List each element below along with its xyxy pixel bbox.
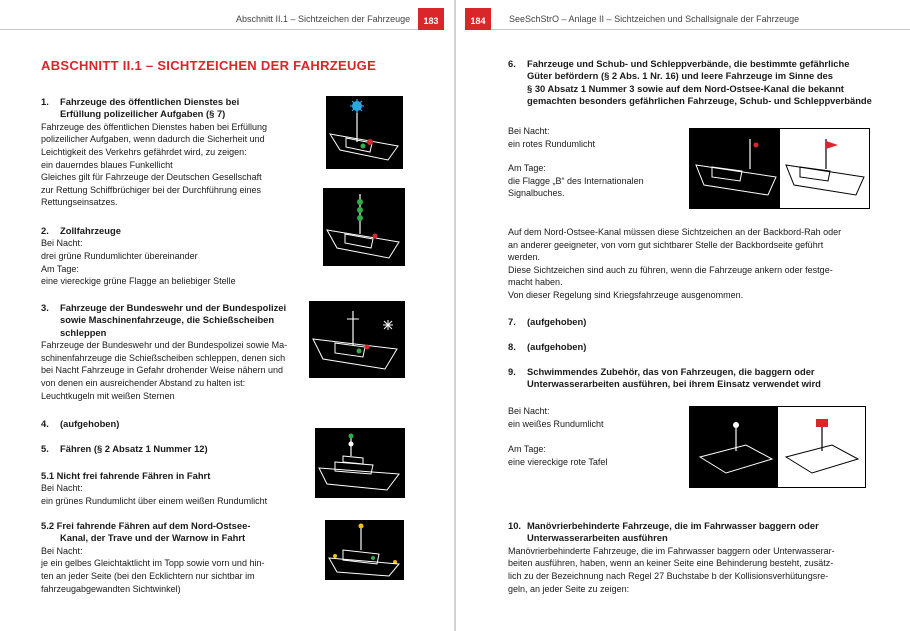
item-6-night: Bei Nacht: ein rotes Rundumlicht (508, 126, 596, 149)
item-5: 5. Fähren (§ 2 Absatz 1 Nummer 12) (41, 443, 208, 454)
dangerous-cargo-illustration (689, 128, 870, 209)
right-header-rule (491, 29, 910, 30)
item-3-text: Fahrzeuge der Bundeswehr und der Bundespolizei sowie Ma- schinenfahrzeuge die Schießscheiben schleppen, denen sich bei Nacht Fahrzeuge in Gefahr drohender Weise nähern und von denen ein ausreichender Abstand zu halten ist: Leuchtkugeln mit weißen Sternen (41, 340, 288, 401)
item-1-text: Fahrzeuge des öffentlichen Dienstes haben bei Erfüllung polizeilicher Aufgaben, wenn dadurch die Sicherheit und Leichtigkeit des Verkehrs gefährdet wird, zu zeigen: ein dauerndes blaues Funkellicht Gleiches gilt für Fahrzeuge der Deutschen Gesellschaft zur Rettung Schiffbrüchiger bei der Durchführung eines Rettungseinsatzes. (41, 121, 267, 208)
item-3: 3. Fahrzeuge der Bundeswehr und der Bundespolizei sowie Maschinenfahrzeuge, die Schießscheiben schleppen Fahrzeuge der Bundeswehr und der Bundespolizei sowie Ma- schinenfahrzeuge die Schießscheiben schleppen, denen sich bei Nacht Fahrzeuge in Gefahr drohender Weise nähern und von denen ein ausreichender Abstand zu halten ist: Leuchtkugeln mit weißen Sternen (41, 302, 311, 402)
item-5-1: 5.1 Nicht frei fahrende Fähren in Fahrt Bei Nacht: ein grünes Rundumlicht über einem weißen Rundumlicht (41, 470, 321, 508)
item-10-text: Manövrierbehinderte Fahrzeuge, die im Fahrwasser baggern oder Unterwasserar- beiten ausführen, haben, wenn an keiner Seite eine Behinderung besteht, zusätz- lich zu der Bezeichnung nach Regel 27 Buchstabe b der Kollisionsverhütungsre- geln, an jeder Seite zu zeigen: (508, 545, 835, 594)
right-page (456, 0, 910, 631)
right-running-header: SeeSchStrO – Anlage II – Sichtzeichen und Schallsignale der Fahrzeuge (509, 14, 800, 24)
item-8: 8. (aufgehoben) (508, 341, 587, 352)
left-page (0, 0, 454, 631)
item-2: 2. Zollfahrzeuge Bei Nacht: drei grüne Rundumlichter übereinander Am Tage: eine viereckige grüne Flagge an beliebiger Stelle (41, 225, 311, 288)
item-9: 9. Schwimmendes Zubehör, das von Fahrzeugen, die baggern oder Unterwasserarbeiten ausführen, bei ihrem Einsatz verwendet wird (508, 366, 821, 390)
ferry-illustration (315, 428, 405, 498)
left-running-header: Abschnitt II.1 – Sichtzeichen der Fahrzeuge (236, 14, 411, 24)
item-1: 1. Fahrzeuge des öffentlichen Dienstes bei Erfüllung polizeilicher Aufgaben (§ 7) Fahrzeuge des öffentlichen Dienstes haben bei Erfüllung polizeilicher Aufgaben, wenn dadurch die Sicherheit und Leichtigkeit des Verkehrs gefährdet wird, zu zeigen: ein dauerndes blaues Funkellicht Gleiches gilt für Fahrzeuge der Deutschen Gesellschaft zur Rettung Schiffbrüchiger bei der Durchführung eines Rettungseinsatzes. (41, 96, 311, 209)
item-6: 6. Fahrzeuge und Schub- und Schleppverbände, die bestimmte gefährliche Güter befördern (§ 2 Abs. 1 Nr. 16) und leere Fahrzeuge im Sinne des § 30 Absatz 1 Nummer 3 sowie auf dem Nord-Ostsee-Kanal die bekannt gemachten besonders gefährlichen Fahrzeuge, Schub- und Schleppverbände (508, 58, 872, 107)
left-header-rule (0, 29, 418, 30)
customs-boat-illustration (323, 188, 405, 266)
item-9-night: Bei Nacht: ein weißes Rundumlicht (508, 406, 604, 429)
navy-boat-illustration (309, 301, 405, 378)
section-title: ABSCHNITT II.1 – SICHTZEICHEN DER FAHRZEUGE (41, 58, 377, 73)
floating-equipment-illustration (689, 406, 866, 488)
item-5-1-text: Bei Nacht: ein grünes Rundumlicht über einem weißen Rundumlicht (41, 483, 268, 506)
item-10: 10. Manövrierbehinderte Fahrzeuge, die im Fahrwasser baggern oder Unterwasserarbeiten ausführen Manövrierbehinderte Fahrzeuge, die im Fahrwasser baggern oder Unterwasserar- beiten ausführen, haben, wenn an keiner Seite eine Behinderung besteht, zusätz- lich zu der Bezeichnung nach Regel 27 Buchstabe b der Kollisionsverhütungsre- geln, an jeder Seite zu zeigen: (508, 520, 903, 595)
item-9-day: Am Tage: eine viereckige rote Tafel (508, 444, 608, 467)
police-boat-illustration (326, 96, 403, 169)
right-page-number: 184 (465, 8, 491, 30)
item-6-day: Am Tage: die Flagge „B“ des Internationalen Signalbuches. (508, 163, 644, 199)
item-5-2: 5.2 Frei fahrende Fähren auf dem Nord-Ostsee- Kanal, der Trave und der Warnow in Fahrt Bei Nacht: je ein gelbes Gleichtaktlicht im Topp sowie vorn und hin- ten an jeder Seite (bei den Ecklichtern nur sichtbar im fahrzeugabgewandten Sichtwinkel) (41, 520, 331, 595)
left-page-number: 183 (418, 8, 444, 30)
item-4: 4. (aufgehoben) (41, 418, 120, 429)
item-5-2-text: Bei Nacht: je ein gelbes Gleichtaktlicht im Topp sowie vorn und hin- ten an jeder Seite (bei den Ecklichtern nur sichtbar im fahrzeugabgewandten Sichtwinkel) (41, 545, 265, 594)
free-ferry-illustration (325, 520, 404, 580)
item-6-text: Auf dem Nord-Ostsee-Kanal müssen diese Sichtzeichen an der Backbord-Rah oder an anderer geeigneter, von vorn gut sichtbarer Stelle der Backbordseite geführt werden. Diese Sichtzeichen sind auch zu führen, wenn die Fahrzeuge ankern oder festge- macht haben. Von dieser Regelung sind Kriegsfahrzeuge ausgenommen. (508, 227, 842, 300)
item-2-text: Bei Nacht: drei grüne Rundumlichter übereinander Am Tage: eine viereckige grüne Flagge an beliebiger Stelle (41, 238, 236, 287)
item-7: 7. (aufgehoben) (508, 316, 587, 327)
